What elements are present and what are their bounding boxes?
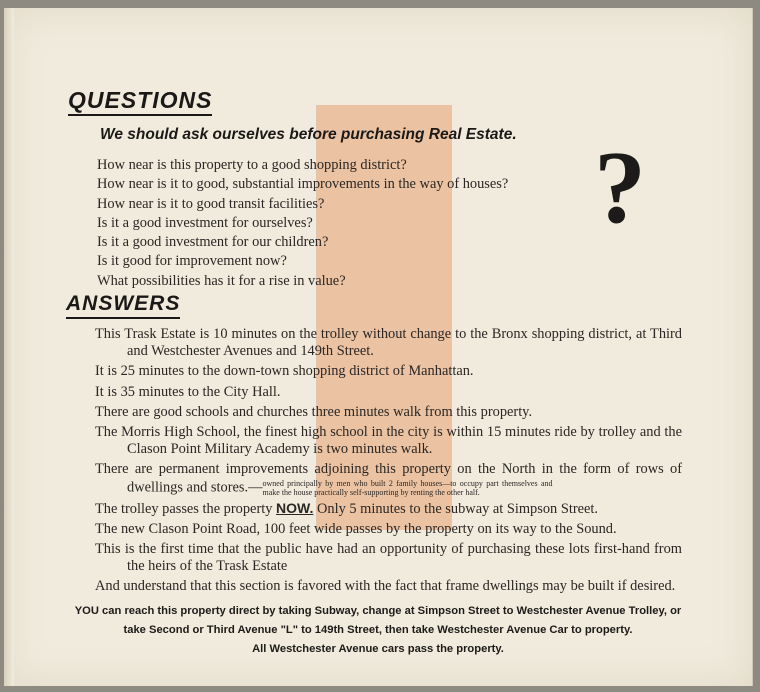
answer-item: There are good schools and churches three minutes walk from this property. xyxy=(95,403,533,420)
footer-line: All Westchester Avenue cars pass the property. xyxy=(252,643,504,655)
questions-subheading: We should ask ourselves before purchasing Real Estate. xyxy=(100,126,517,143)
answer-text: Only 5 minutes to the subway at Simpson Street. xyxy=(317,500,598,517)
improvements-note: owned principally by men who built 2 family houses—to occupy part themselves and make the house practically self-supporting by renting the other half. xyxy=(262,478,553,497)
question-item: How near is this property to a good shopping district? xyxy=(97,157,407,173)
now-emphasis: NOW. xyxy=(276,499,314,516)
questions-heading: QUESTIONS xyxy=(68,88,212,116)
questions-list xyxy=(97,156,508,291)
directions-footer xyxy=(44,602,712,659)
answer-item: The Morris High School, the finest high school in the city is within 15 minutes ride by trolley and the Clason Point Military Academy is two minutes walk. xyxy=(95,424,682,458)
question-item: How near is it to good transit facilities? xyxy=(97,195,325,212)
answer-item-improvements xyxy=(95,461,682,496)
answers-list xyxy=(95,326,682,599)
answer-item: This Trask Estate is 10 minutes on the trolley without change to the Bronx shopping district, at Third and Westchester Avenues and 149th Street. xyxy=(95,326,682,360)
footer-line: take Second or Third Avenue "L" to 149th Street, then take Westchester Avenue Car to property. xyxy=(123,624,633,636)
footer-line: YOU can reach this property direct by taking Subway, change at Simpson Street to Westchester Avenue Trolley, or xyxy=(74,605,682,617)
answer-item: It is 35 minutes to the City Hall. xyxy=(95,383,281,400)
answer-item: It is 25 minutes to the down-town shopping district of Manhattan. xyxy=(95,363,474,380)
answer-item-trolley xyxy=(95,500,682,518)
page-spine xyxy=(4,8,14,686)
question-item: Is it good for improvement now? xyxy=(97,253,287,270)
answer-text: The trolley passes the property xyxy=(95,500,273,517)
answer-item: The new Clason Point Road, 100 feet wide passes by the property on its way to the Sound. xyxy=(95,520,617,537)
question-item: Is it a good investment for ourselves? xyxy=(97,214,313,231)
answer-item: And understand that this section is favored with the fact that frame dwellings may be built if desired. xyxy=(95,578,676,595)
question-item: How near is it to good, substantial improvements in the way of houses? xyxy=(97,176,509,193)
document-page xyxy=(4,8,753,686)
question-mark-icon: ? xyxy=(594,130,646,245)
answer-item: This is the first time that the public have had an opportunity of purchasing these lots first-hand from the heirs of the Trask Estate xyxy=(95,541,682,575)
answer-text: There are permanent improvements adjoining this property on the North in the form of rows of dwellings and stores.— xyxy=(95,461,682,495)
question-item: What possibilities has it for a rise in value? xyxy=(97,272,346,289)
question-item: Is it a good investment for our children? xyxy=(97,234,329,251)
answers-heading: ANSWERS xyxy=(66,292,180,319)
